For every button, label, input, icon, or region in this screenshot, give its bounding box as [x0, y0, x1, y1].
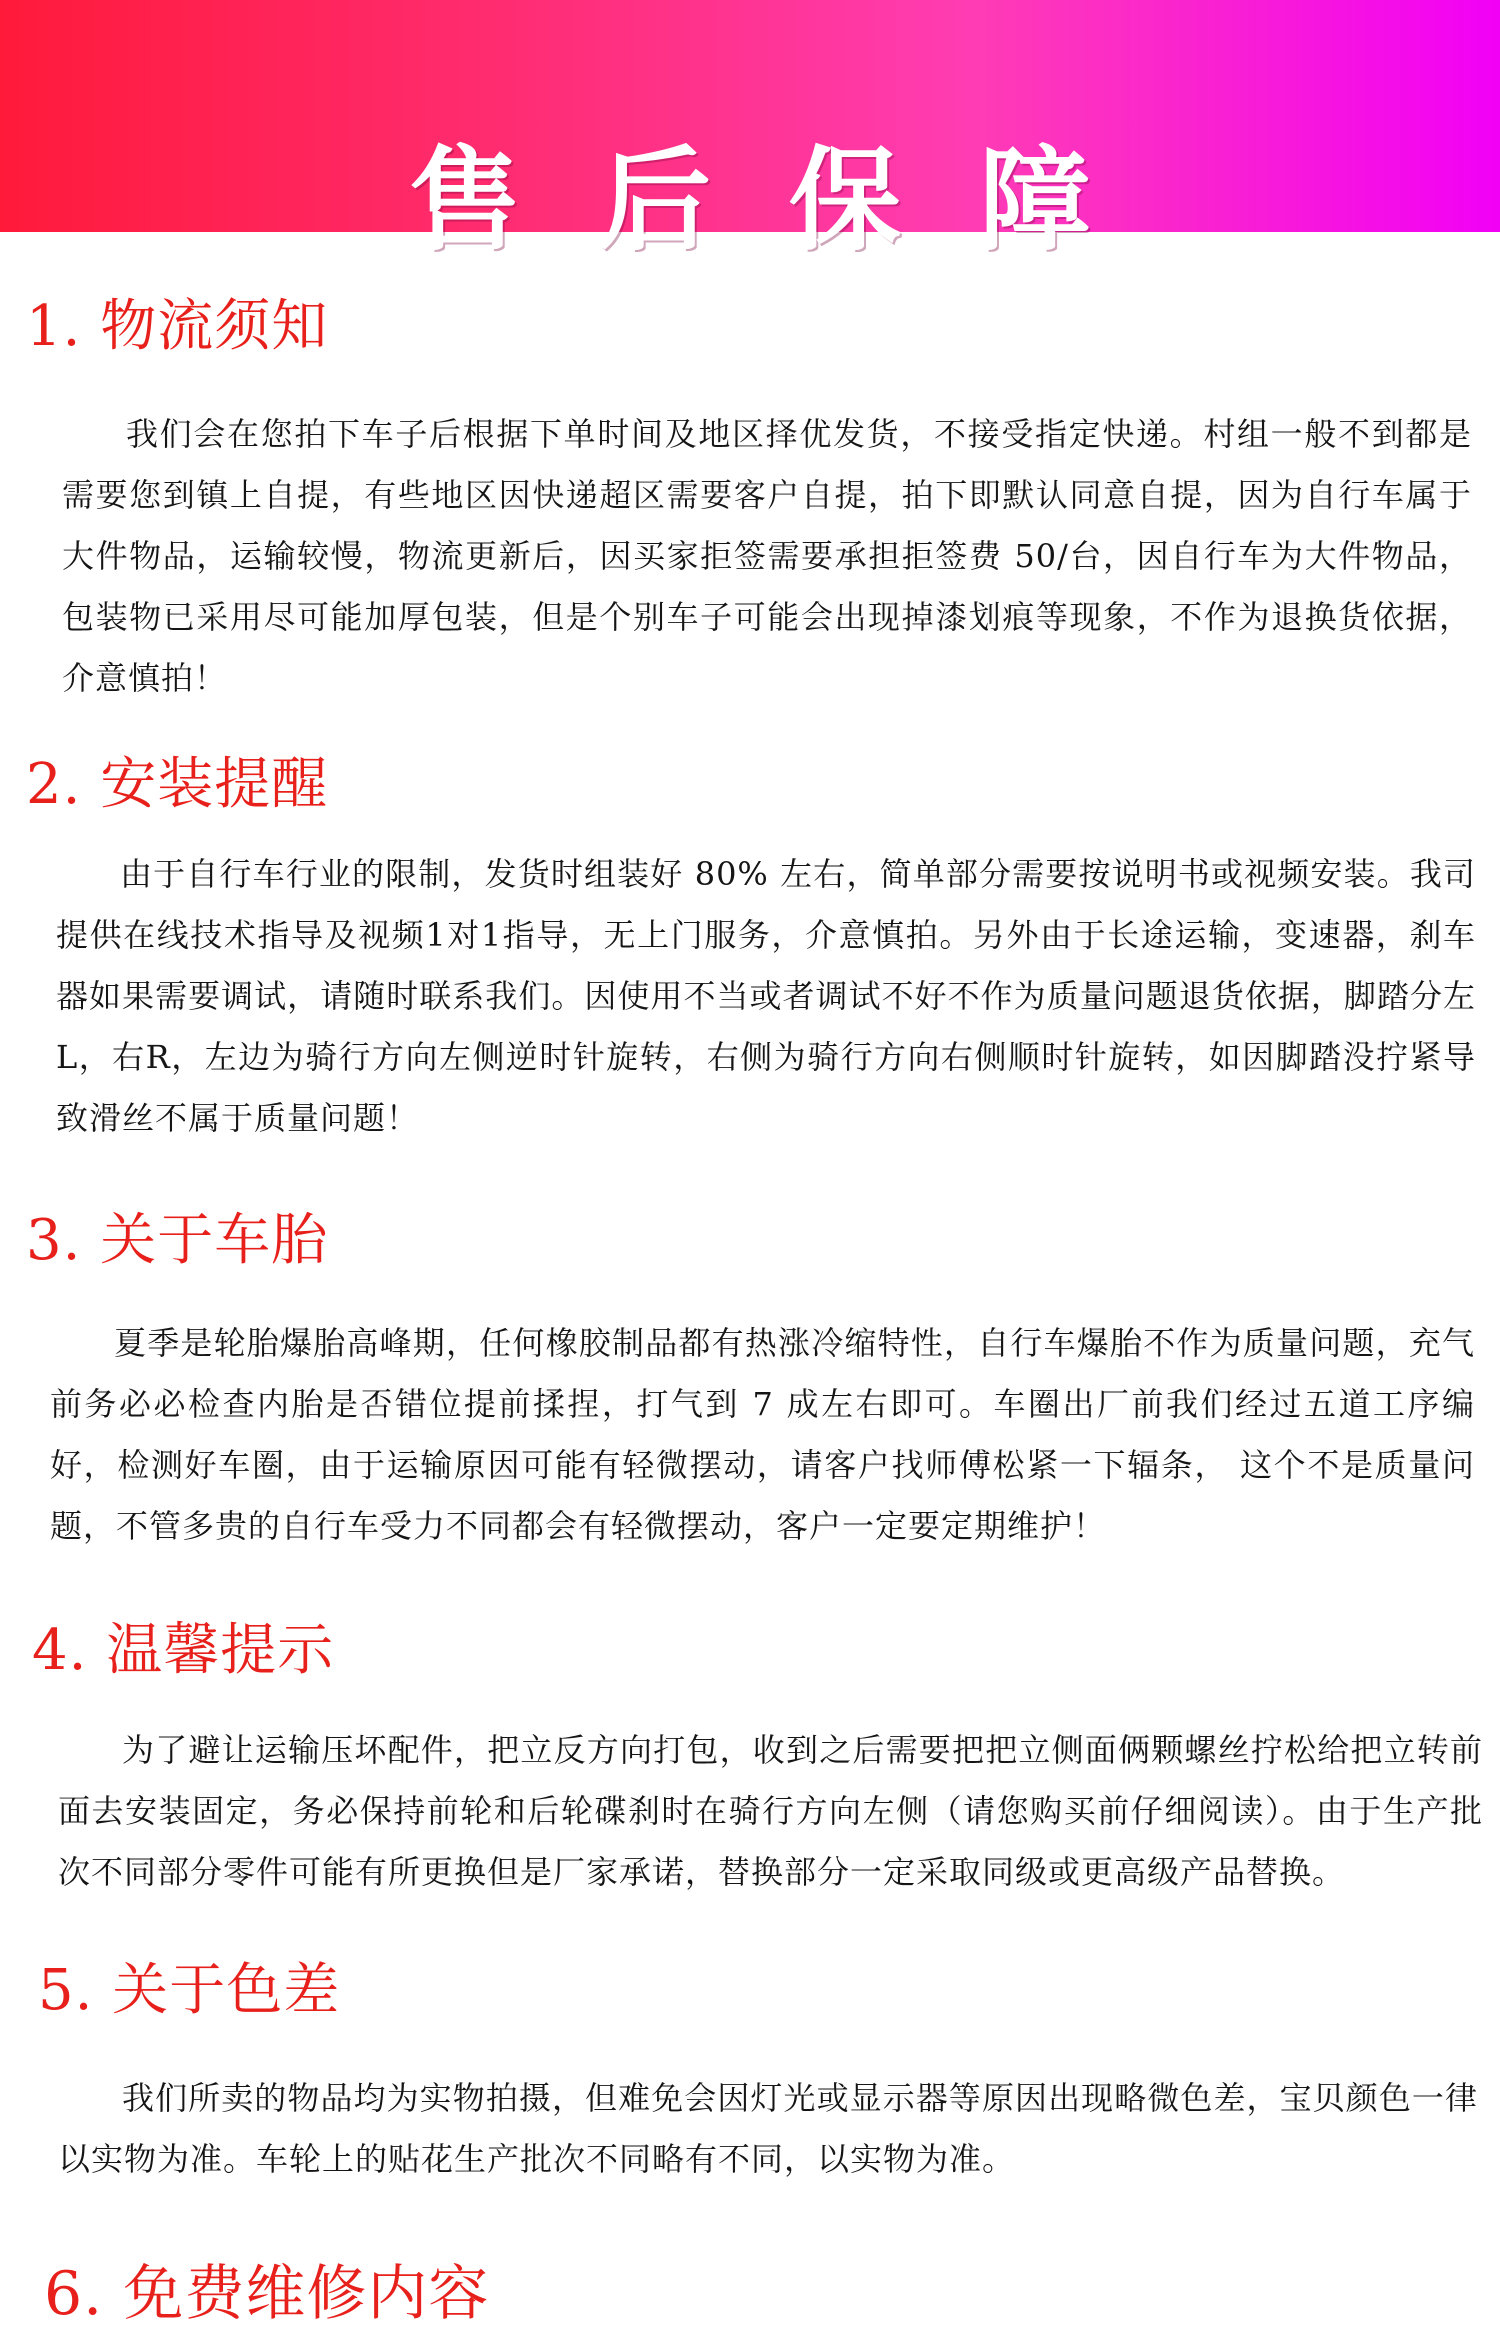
section-title-tires: 3. 关于车胎: [26, 1208, 329, 1273]
section-title-logistics: 1. 物流须知: [26, 294, 329, 359]
section-title-color-difference: 5. 关于色差: [38, 1958, 341, 2023]
section-body-color-difference: 我们所卖的物品均为实物拍摄，但难免会因灯光或显示器等原因出现略微色差，宝贝颜色一律以实物为准。车轮上的贴花生产批次不同略有不同，以实物为准。: [58, 2079, 1478, 2178]
section-title-installation: 2. 安装提醒: [26, 752, 329, 817]
section-body-tires: 夏季是轮胎爆胎高峰期，任何橡胶制品都有热涨冷缩特性，自行车爆胎不作为质量问题，充气前务必必检查内胎是否错位提前揉捏，打气到 7 成左右即可。车圈出厂前我们经过五道工序编好，检测好车圈，由于运输原因可能有轻微摆动，请客户找师傅松紧一下辐条， 这个不是质量问题，不管多贵的自行车受力不同都会有轻微摆动，客户一定要定期维护！: [50, 1324, 1475, 1545]
header-banner: [0, 0, 1500, 266]
section-body-logistics: 我们会在您拍下车子后根据下单时间及地区择优发货，不接受指定快递。村组一般不到都是需要您到镇上自提，有些地区因快递超区需要客户自提，拍下即默认同意自提，因为自行车属于大件物品，运输较慢，物流更新后，因买家拒签需要承担拒签费 50/台，因自行车为大件物品，包装物已采用尽可能加厚包装，但是个别车子可能会出现掉漆划痕等现象，不作为退换货依据，介意慎拍！: [62, 415, 1472, 697]
section-title-free-repair: 6. 免费维修内容: [44, 2259, 490, 2329]
section-body-tips: 为了避让运输压坏配件，把立反方向打包，收到之后需要把把立侧面俩颗螺丝拧松给把立转前面去安装固定，务必保持前轮和后轮碟刹时在骑行方向左侧（请您购买前仔细阅读）。由于生产批次不同部分零件可能有所更换但是厂家承诺，替换部分一定采取同级或更高级产品替换。: [58, 1731, 1483, 1891]
banner-title: 售后保障: [409, 134, 1169, 266]
section-title-tips: 4. 温馨提示: [32, 1618, 335, 1683]
section-body-installation: 由于自行车行业的限制，发货时组装好 80% 左右，简单部分需要按说明书或视频安装。我司提供在线技术指导及视频1对1指导，无上门服务，介意慎拍。另外由于长途运输，变速器，刹车器如果需要调试，请随时联系我们。因使用不当或者调试不好不作为质量问题退货依据，脚踏分左L，右R，左边为骑行方向左侧逆时针旋转，右侧为骑行方向右侧顺时针旋转，如因脚踏没拧紧导致滑丝不属于质量问题！: [56, 855, 1476, 1137]
